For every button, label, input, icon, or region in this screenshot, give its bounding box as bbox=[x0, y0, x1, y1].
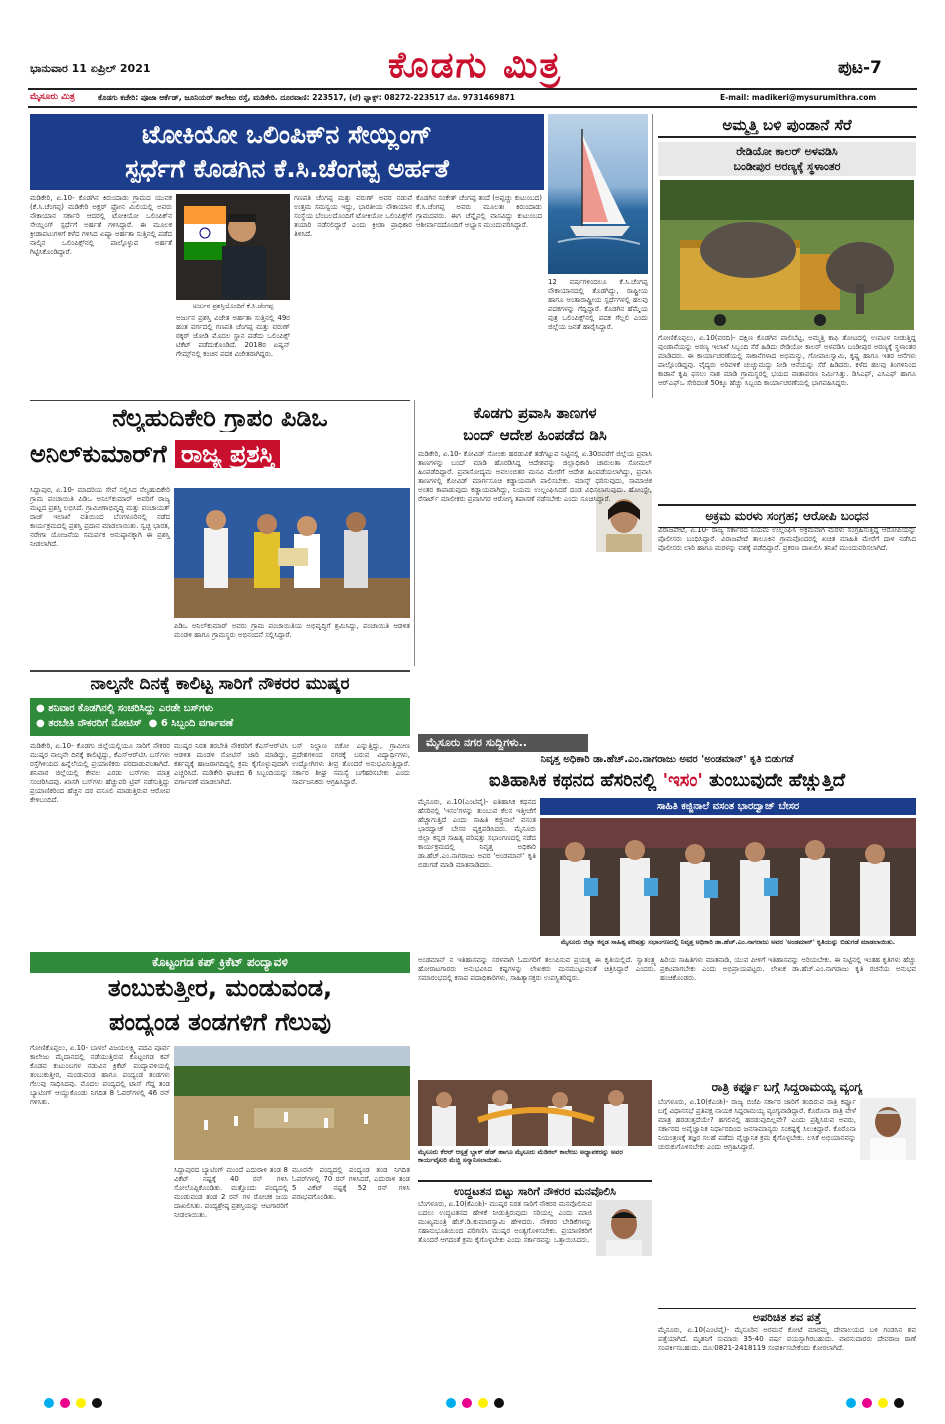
section-rule bbox=[30, 670, 410, 672]
registration-dot bbox=[44, 1398, 54, 1408]
pdo-headline-line1: ನೆಲ್ಯಹುದಿಕೇರಿ ಗ್ರಾಪಂ ಪಿಡಿಒ bbox=[112, 404, 328, 432]
registration-marks-center bbox=[446, 1398, 504, 1408]
mysuru-headline-part3: ತುಂಬುವುದೇ ಹೆಚ್ಚುತ್ತಿದೆ bbox=[709, 770, 846, 791]
mysuru-headline-part1: ಐತಿಹಾಸಿಕ ಕಥನದ ಹೆಸರಿನಲ್ಲಿ bbox=[488, 770, 657, 791]
strike-bullet-2-text: ತರಬೇತಿ ನೌಕರರಿಗೆ ನೋಟಿಸ್ bbox=[48, 718, 142, 729]
mysuru-side-banner: ಸಾಹಿತಿ ಕಜ್ಜಿನಾಲೆ ವಸಂತ ಭಾರದ್ವಾಜ್ ಬೇಸರ bbox=[540, 798, 916, 815]
registration-marks-right bbox=[846, 1398, 904, 1408]
strike-bullets bbox=[30, 698, 410, 736]
sand-body: ವಿರಾಜಪೇಟೆ, ಏ.10- ರಾಜ್ಯ ಸರ್ಕಾರದ ನಿಯಮ ಉಲ್ಲಂಘಿಸಿ ಅಕ್ರಮವಾಗಿ ಮರಳು ಸಂಗ್ರಹಿಸುತ್ತಿದ್ದ ಆರೋಪಿಯನ್ನು ಪೊಲೀಸರು ಬಂಧಿಸಿದ್ದಾರೆ. ವಿರಾಜಪೇಟೆ ತಾಲೂಕಿನ ಗ್ರಾಮವೊಂದರಲ್ಲಿ ಖಚಿತ ಮಾಹಿತಿ ಮೇರೆಗೆ ದಾಳಿ ನಡೆಸಿದ ಪೊಲೀಸರು ಲಾರಿ ಹಾಗೂ ಮರಳನ್ನು ವಶಕ್ಕೆ ಪಡೆದಿದ್ದಾರೆ. ಪ್ರಕರಣ ದಾಖಲಿಸಿ ತನಿಖೆ ಮುಂದುವರಿಸಲಾಗಿದೆ. bbox=[658, 526, 916, 552]
registration-dot bbox=[494, 1398, 504, 1408]
registration-dot bbox=[462, 1398, 472, 1408]
masthead-rule-top bbox=[28, 88, 917, 90]
strike-headline: ನಾಲ್ಕನೇ ದಿನಕ್ಕೆ ಕಾಲಿಟ್ಟ ಸಾರಿಗೆ ನೌಕರರ ಮುಷ್ಕರ bbox=[90, 674, 350, 694]
mysuru-body-col3: ಹಿರಿಯ ಸಾಹಿತಿಗಳು ಮಾತನಾಡಿ, ಯುವ ಪೀಳಿಗೆ ಇತಿಹಾಸವನ್ನು ಅರಿಯಬೇಕು. ಈ ನಿಟ್ಟಿನಲ್ಲಿ ಇಂತಹ ಕೃತಿಗಳು ಹೆಚ್ಚು ಪ್ರಕಟವಾಗಬೇಕು ಎಂದು ಅಭಿಪ್ರಾಯಪಟ್ಟರು. ಲೇಖಕ ಡಾ.ಹೆಚ್.ಎಂ.ನಾಗರಾಜು ಕೃತಿ ರಚನೆಯ ಅನುಭವ ಹಂಚಿಕೊಂಡರು. bbox=[660, 956, 916, 982]
pdo-body-col2: ಪಿಡಿಒ ಅನಿಲ್‌ಕುಮಾರ್ ಅವರು ಗ್ರಾಮ ಪಂಚಾಯಿತಿಯ ಅಭಿವೃದ್ಧಿಗೆ ಶ್ರಮಿಸಿದ್ದು, ಪಂಚಾಯಿತಿ ಆಡಳಿತ ಮಂಡಳಿ ಹಾಗೂ ಗ್ರಾಮಸ್ಥರು ಅಭಿನಂದನೆ ಸಲ್ಲಿಸಿದ್ದಾರೆ. bbox=[174, 622, 410, 639]
registration-dot bbox=[478, 1398, 488, 1408]
cricket-body-col3: ಮೂರನೇ ಪಂದ್ಯದಲ್ಲಿ ಪಂದ್ಯಂಡ ತಂಡ ನಿಗದಿತ ಓವರ್‌ಗಳಲ್ಲಿ 70 ರನ್ ಗಳಿಸಿದರೆ, ಎದುರಾಳಿ ತಂಡ 5 ವಿಕೆಟ್ ನಷ್ಟಕ್ಕೆ 52 ರನ್ ಗಳಿಸಿ ಪರಾಭವಗೊಂಡಿತು. bbox=[292, 1166, 410, 1201]
registration-dot bbox=[846, 1398, 856, 1408]
olympic-headline-line2: ಸ್ಪರ್ಧೆಗೆ ಕೊಡಗಿನ ಕೆ.ಸಿ.ಚೆಂಗಪ್ಪ ಅರ್ಹತೆ bbox=[125, 154, 449, 183]
registration-dot bbox=[878, 1398, 888, 1408]
elephant-subhead-line1: ರೇಡಿಯೋ ಕಾಲರ್ ಅಳವಡಿಸಿ bbox=[736, 145, 838, 158]
cricket-body-col2: ಸಿದ್ದಾಪುರದ ಬ್ಯಾಟಿಂಗ್ ಮುಂದೆ ಎದುರಾಳಿ ತಂಡ 8 ವಿಕೆಟ್ ನಷ್ಟಕ್ಕೆ 40 ರನ್ ಗಳಿಸಿ ಸೋಲೊಪ್ಪಿಕೊಂಡಿತು. ಮತ್ತೊಂದು ಪಂದ್ಯದಲ್ಲಿ ಮಂಡುವಂಡ ತಂಡ 2 ರನ್ ಗಳ ರೋಚಕ ಜಯ ದಾಖಲಿಸಿತು. ಪಂದ್ಯಶ್ರೇಷ್ಠ ಪ್ರಶಸ್ತಿಯನ್ನು ಆಟಗಾರರಿಗೆ ನೀಡಲಾಯಿತು. bbox=[174, 1166, 288, 1219]
registration-dot bbox=[92, 1398, 102, 1408]
tourism-headline-line2: ಬಂದ್ ಆದೇಶ ಹಿಂಪಡೆದ ಡಿಸಿ bbox=[463, 426, 607, 444]
elephant-subhead-line2: ಬಂಡೀಪುರ ಅರಣ್ಯಕ್ಕೆ ಸ್ಥಳಾಂತರ bbox=[733, 160, 841, 173]
appeal-body: ಬೆಂಗಳೂರು, ಏ.10(ಕೆಎಂಶಿ)- ಮುಷ್ಕರ ನಿರತ ಸಾರಿಗೆ ನೌಕರರ ಮನವೊಲಿಸುವ ಬದಲು ಉದ್ಧಟತನದ ಹೇಳಿಕೆ ನೀಡುತ್ತಿರುವುದು ಸರಿಯಲ್ಲ ಎಂದು ಮಾಜಿ ಮುಖ್ಯಮಂತ್ರಿ ಹೆಚ್.ಡಿ.ಕುಮಾರಸ್ವಾಮಿ ಹೇಳಿದರು. ನೌಕರರ ಬೇಡಿಕೆಗಳನ್ನು ಸಹಾನುಭೂತಿಯಿಂದ ಪರಿಗಣಿಸಿ ಮುಷ್ಕರ ಅಂತ್ಯಗೊಳಿಸಬೇಕು. ಪ್ರಯಾಣಿಕರಿಗೆ ತೊಂದರೆ ಆಗದಂತೆ ಕ್ರಮ ಕೈಗೊಳ್ಳಬೇಕು ಎಂದು ಸರ್ಕಾರವನ್ನು ಒತ್ತಾಯಿಸಿದರು. bbox=[418, 1200, 592, 1244]
strike-bullet-1-text: ಶನಿವಾರ ಕೊಡಗಿನಲ್ಲಿ ಸಂಚರಿಸಿದ್ದು ಎರಡೇ ಬಸ್‌ಗಳು bbox=[48, 703, 214, 714]
curfew-body: ಬೆಂಗಳೂರು, ಏ.10(ಕೆಎಂಶಿ)- ರಾಜ್ಯ ಬಿಜೆಪಿ ಸರ್ಕಾರ ಜಾರಿಗೆ ತಂದಿರುವ ರಾತ್ರಿ ಕರ್ಫ್ಯೂ ಬಗ್ಗೆ ವಿಧಾನಸಭೆ ಪ್ರತಿಪಕ್ಷ ನಾಯಕ ಸಿದ್ದರಾಮಯ್ಯ ವ್ಯಂಗ್ಯವಾಡಿದ್ದಾರೆ. ಕೊರೊನಾ ರಾತ್ರಿ ವೇಳೆ ಮಾತ್ರ ಹರಡುತ್ತದೆಯೇ? ಹಗಲಿನಲ್ಲಿ ಹರಡುವುದಿಲ್ಲವೇ? ಎಂದು ಪ್ರಶ್ನಿಸಿರುವ ಅವರು, ಸರ್ಕಾರದ ಅವೈಜ್ಞಾನಿಕ ನಿರ್ಧಾರದಿಂದ ಜನಸಾಮಾನ್ಯರು ಸಂಕಷ್ಟಕ್ಕೆ ಸಿಲುಕಿದ್ದಾರೆ. ಕೊರೊನಾ ನಿಯಂತ್ರಣಕ್ಕೆ ತಜ್ಞರ ಸಲಹೆ ಪಡೆದು ವೈಜ್ಞಾನಿಕ ಕ್ರಮ ಕೈಗೊಳ್ಳಬೇಕು. ಲಸಿಕೆ ಅಭಿಯಾನವನ್ನು ಚುರುಕುಗೊಳಿಸಬೇಕು ಎಂದು ಆಗ್ರಹಿಸಿದ್ದಾರೆ. bbox=[658, 1098, 856, 1151]
felicitation-photo bbox=[418, 1080, 652, 1146]
kumaraswamy-portrait bbox=[596, 1200, 652, 1256]
page-number: ಪುಟ-7 bbox=[838, 58, 882, 78]
cricket-headline-line2: ಪಂದ್ಯಂಡ ತಂಡಗಳಿಗೆ ಗೆಲುವು bbox=[108, 1008, 332, 1036]
strike-bullet-1: ● ಶನಿವಾರ ಕೊಡಗಿನಲ್ಲಿ ಸಂಚರಿಸಿದ್ದು ಎರಡೇ ಬಸ್‌ಗಳು bbox=[36, 703, 214, 714]
appeal-headline: ಉದ್ಧಟತನ ಬಿಟ್ಟು ಸಾರಿಗೆ ನೌಕರರ ಮನವೊಲಿಸಿ bbox=[418, 1180, 652, 1199]
elephant-body: ಗೋಣಿಕೊಪ್ಪಲು, ಏ.10(ವರದಿ)- ದಕ್ಷಿಣ ಕೊಡಗಿನ ಪಾಲಿಬೆಟ್ಟ, ಅಮ್ಮತ್ತಿ ಕಾಫಿ ತೋಟದಲ್ಲಿ ಉಪಟಳ ನೀಡುತ್ತಿದ್ದ ಪುಂಡಾನೆಯನ್ನು ಅರಣ್ಯ ಇಲಾಖೆ ಸಿಬ್ಬಂದಿ ಸೆರೆ ಹಿಡಿದು ರೇಡಿಯೋ ಕಾಲರ್ ಅಳವಡಿಸಿ ಬಂಡೀಪುರ ಅರಣ್ಯಕ್ಕೆ ಸ್ಥಳಾಂತರ ಮಾಡಿದರು. ಈ ಕಾರ್ಯಾಚರಣೆಯಲ್ಲಿ ಸಾಕಾನೆಗಳಾದ ಅಭಿಮನ್ಯು, ಗೋಪಾಲಸ್ವಾಮಿ, ಕೃಷ್ಣ ಹಾಗೂ ಇತರ ಆನೆಗಳು ಪಾಲ್ಗೊಂಡಿದ್ದವು. ವೈದ್ಯರು ಅರಿವಳಿಕೆ ಚುಚ್ಚುಮದ್ದು ನೀಡಿ ಆನೆಯನ್ನು ಸೆರೆ ಹಿಡಿದರು. ಕಳೆದ ಹಲವು ತಿಂಗಳಿನಿಂದ ಕಾಡಾನೆ ಕೃಷಿ ಫಸಲು ನಾಶ ಮಾಡಿ ಗ್ರಾಮಸ್ಥರಲ್ಲಿ ಭಯದ ವಾತಾವರಣ ನಿರ್ಮಿಸಿತ್ತು. ಡಿಸಿಎಫ್, ಎಸಿಎಫ್ ಹಾಗೂ ಆರ್‌ಎಫ್‌ಒ ಸೇರಿದಂತೆ 50ಕ್ಕೂ ಹೆಚ್ಚು ಸಿಬ್ಬಂದಿ ಕಾರ್ಯಾಚರಣೆಯಲ್ಲಿ ಭಾಗವಹಿಸಿದ್ದರು. bbox=[658, 334, 916, 387]
pdo-headline-name: ಅನಿಲ್‌ಕುಮಾರ್‌ಗೆ bbox=[30, 440, 167, 468]
mysuru-section-label: ಮೈಸೂರು ನಗರ ಸುದ್ದಿಗಳು.. bbox=[418, 734, 588, 752]
masthead-email: E-mail: madikeri@mysurumithra.com bbox=[720, 93, 877, 102]
masthead-address: ಕೊಡಗು ಕಚೇರಿ: ಪೂಜಾ ಆರ್ಕೆಡ್, ಜೂನಿಯರ್ ಕಾಲೇಜು ರಸ್ತೆ, ಮಡಿಕೇರಿ. ದೂರವಾಣಿ: 223517, (ಟೆ) ಫ್ಯಾಕ್ಸ್: 08272-223517 ಮೊ. 9731469871 bbox=[98, 93, 515, 102]
chengappa-photo bbox=[176, 194, 290, 300]
mysuru-body-col1: ಮೈಸೂರು, ಏ.10(ಎಂಟಿವೈ)- ಐತಿಹಾಸಿಕ ಕಥನದ ಹೆಸರಿನಲ್ಲಿ 'ಇಸಂ'ಗಳನ್ನು ತುಂಬುವ ಕೆಲಸ ಇತ್ತೀಚೆಗೆ ಹೆಚ್ಚಾಗುತ್ತಿದೆ ಎಂದು ಸಾಹಿತಿ ಕಜ್ಜಿನಾಲೆ ವಸಂತ ಭಾರದ್ವಾಜ್ ಬೇಸರ ವ್ಯಕ್ತಪಡಿಸಿದರು. ಮೈಸೂರು ಜಿಲ್ಲಾ ಕನ್ನಡ ಸಾಹಿತ್ಯ ಪರಿಷತ್ತು ಸಭಾಂಗಣದಲ್ಲಿ ನಡೆದ ಕಾರ್ಯಕ್ರಮದಲ್ಲಿ ನಿವೃತ್ತ ಅಧಿಕಾರಿ ಡಾ.ಹೆಚ್.ಎಂ.ನಾಗರಾಜು ಅವರ 'ಅಂಡಮಾನ್' ಕೃತಿ ಬಿಡುಗಡೆ ಮಾಡಿ ಮಾತನಾಡಿದರು. bbox=[418, 798, 536, 869]
cricket-banner: ಕೊಟ್ಟಂಗಡ ಕಪ್ ಕ್ರಿಕೆಟ್ ಪಂದ್ಯಾವಳಿ bbox=[30, 952, 410, 973]
masthead-rule-bottom bbox=[28, 106, 917, 108]
tourism-body: ಮಡಿಕೇರಿ, ಏ.10- ಕೋವಿಡ್ ಸೋಂಕು ಹರಡುವಿಕೆ ತಡೆಗಟ್ಟುವ ನಿಟ್ಟಿನಲ್ಲಿ ಏ.30ರವರೆಗೆ ಜಿಲ್ಲೆಯ ಪ್ರವಾಸಿ ತಾಣಗಳನ್ನು ಬಂದ್ ಮಾಡಿ ಹೊರಡಿಸಿದ್ದ ಆದೇಶವನ್ನು ಜಿಲ್ಲಾಧಿಕಾರಿ ಚಾರುಲತಾ ಸೋಮಲ್ ಹಿಂಪಡೆದಿದ್ದಾರೆ. ಪ್ರವಾಸೋದ್ಯಮ ಅವಲಂಬಿತರ ಮನವಿ ಮೇರೆಗೆ ಆದೇಶ ಹಿಂಪಡೆಯಲಾಗಿದ್ದು, ಪ್ರವಾಸಿ ತಾಣಗಳಲ್ಲಿ ಕೋವಿಡ್ ಮಾರ್ಗಸೂಚಿ ಕಡ್ಡಾಯವಾಗಿ ಪಾಲಿಸಬೇಕು. ಮಾಸ್ಕ್ ಧರಿಸುವುದು, ಸಾಮಾಜಿಕ ಅಂತರ ಕಾಪಾಡುವುದು ಕಡ್ಡಾಯವಾಗಿದ್ದು, ನಿಯಮ ಉಲ್ಲಂಘಿಸಿದರೆ ದಂಡ ವಿಧಿಸಲಾಗುವುದು. ಹೋಂಸ್ಟೇ, ರೆಸಾರ್ಟ್ ಮಾಲೀಕರು ಪ್ರವಾಸಿಗರ ಆರೋಗ್ಯ ತಪಾಸಣೆ ನಡೆಸಬೇಕು ಎಂದು ಸೂಚಿಸಿದ್ದಾರೆ. bbox=[418, 450, 652, 503]
siddaramaiah-portrait bbox=[860, 1098, 916, 1160]
tourism-headline-line1: ಕೊಡಗು ಪ್ರವಾಸಿ ತಾಣಗಳ bbox=[473, 404, 597, 422]
mysuru-headline-ism: 'ಇಸಂ' bbox=[662, 770, 703, 791]
strike-body-col1: ಮಡಿಕೇರಿ, ಏ.10- ಕೊಡಗು ಜಿಲ್ಲೆಯಲ್ಲಿಯೂ ಸಾರಿಗೆ ನೌಕರರ ಮುಷ್ಕರ ನಾಲ್ಕನೇ ದಿನಕ್ಕೆ ಕಾಲಿಟ್ಟಿದ್ದು, ಕೆಎಸ್‌ಆರ್‌ಟಿಸಿ ಬಸ್‌ಗಳು ರಸ್ತೆಗಿಳಿಯದ ಹಿನ್ನೆಲೆಯಲ್ಲಿ ಪ್ರಯಾಣಿಕರು ಪರದಾಡುವಂತಾಗಿದೆ. ಶನಿವಾರ ಜಿಲ್ಲೆಯಲ್ಲಿ ಕೇವಲ ಎರಡು ಬಸ್‌ಗಳು ಮಾತ್ರ ಸಂಚರಿಸಿದವು. ಖಾಸಗಿ ಬಸ್‌ಗಳು ಹೆಚ್ಚುವರಿ ಟ್ರಿಪ್ ನಡೆಸುತ್ತಿದ್ದು ಪ್ರಯಾಣಿಕರಿಂದ ಹೆಚ್ಚಿನ ದರ ವಸೂಲಿ ಮಾಡುತ್ತಿರುವ ಆರೋಪ ಕೇಳಿಬಂದಿದೆ. bbox=[30, 742, 170, 804]
pdo-headline-line2 bbox=[30, 440, 410, 480]
olympic-headline-line1: ಟೋಕಿಯೋ ಒಲಿಂಪಿಕ್‌ನ ಸೇಯ್ಲಿಂಗ್ bbox=[142, 120, 432, 149]
olympic-body-col2: ಅರ್ಜುನ ಪ್ರಶಸ್ತಿ ವಿಜೇತ ಅರ್ಹತಾ ಸುತ್ತಿನಲ್ಲಿ 49ರ ಹಂತ ವರ್ಗದಲ್ಲಿ ಗಣಪತಿ ಚೆಂಗಪ್ಪ ಮತ್ತು ವರುಣ್ ಠಕ್ಕರ್ ಜೋಡಿ ಮೊದಲ ಸ್ಥಾನ ಪಡೆದು ಒಲಿಂಪಿಕ್ಸ್ ಟಿಕೆಟ್ ಪಡೆದುಕೊಂಡಿದೆ. 2018ರ ಏಷ್ಯನ್ ಗೇಮ್ಸ್‌ನಲ್ಲಿ ಕಂಚಿನ ಪದಕ ವಿಜೇತರಾಗಿದ್ದರು. bbox=[176, 314, 290, 358]
registration-dot bbox=[894, 1398, 904, 1408]
registration-dot bbox=[862, 1398, 872, 1408]
sailing-photo bbox=[548, 114, 648, 274]
masthead-title: ಕೊಡಗು ಮಿತ್ರ bbox=[387, 44, 562, 86]
book-release-photo bbox=[540, 818, 916, 936]
unknown-body-headline: ಅಪರಿಚಿತ ಶವ ಪತ್ತೆ bbox=[658, 1308, 916, 1325]
book-release-caption: ಮೈಸೂರು ಜಿಲ್ಲಾ ಕನ್ನಡ ಸಾಹಿತ್ಯ ಪರಿಷತ್ತು ಸಭಾಂಗಣದಲ್ಲಿ ನಿವೃತ್ತ ಅಧಿಕಾರಿ ಡಾ.ಹೆಚ್.ಎಂ.ನಾಗರಾಜು ಅವರ 'ಅಂಡಮಾನ್' ಕೃತಿಯನ್ನು ಬಿಡುಗಡೆ ಮಾಡಲಾಯಿತು. bbox=[560, 938, 896, 946]
olympic-body-col1: ಮಡಿಕೇರಿ, ಏ.10- ಕೊಡಗಿನ ಕಿರುಂದಾಡು ಗ್ರಾಮದ ಯುವಕ (ಕೆ.ಸಿ.ಚೆಂಗಪ್ಪ) ಮಡಿಕೇರಿ ಅಕ್ಷರ್ ಫ್ರೋನ ಮಿಲಿಯಲ್ಲಿ ಅವರು ನೌಕಾಯಾನ ಸರ್ಕಾರಿ ಆದರಲ್ಲಿ ಟೋಕಿಯೋ ಒಲಿಂಪಿಕ್‌ನ ಸೇಯ್ಲಿಂಗ್ ಸ್ಪರ್ಧೆಗೆ ಅರ್ಹತೆ ಗಳಿಸಿದ್ದಾರೆ. ಈ ಮೂಲಕ ಕ್ರೀಡಾಪಟುಗಳಿಗೆ ಕಳೆದ ಗಳಿಸಿದ ಏಷ್ಯಾ ಅರ್ಹತಾ ಸುತ್ತಿನಲ್ಲಿ ಪಡೆದ ನಾಲ್ಕಿನ ಒಲಿಂಪಿಕ್ಸ್‌ನಲ್ಲಿ ಪಾಲ್ಗೊಳ್ಳುವ ಅರ್ಹತೆ ಗಿಟ್ಟಿಸಿಕೊಂಡಿದ್ದಾರೆ. bbox=[30, 194, 172, 256]
elephant-photo bbox=[660, 180, 914, 330]
unknown-body-text: ಮೈಸೂರು, ಏ.10(ಎಂಟಿವೈ)- ಮೈಸೂರಿನ ಅರಮನೆ ಕೋಟೆ ಮಾರಮ್ಮ ದೇವಾಲಯದ ಬಳಿ ಗಂಡಸಿನ ಶವ ಪತ್ತೆಯಾಗಿದೆ. ಮೃತನಿಗೆ ಸುಮಾರು 35-40 ವರ್ಷ ವಯಸ್ಸಾಗಿರಬಹುದು. ವಾರಸುದಾರರು ದೇವರಾಜ ಠಾಣೆ ಸಂಪರ್ಕಿಸಬಹುದು. ದೂ:0821-2418119 ಸಂಪರ್ಕಿಸಬೇಕೆಂದು ಕೋರಲಾಗಿದೆ. bbox=[658, 1326, 916, 1352]
cricket-ground-photo bbox=[174, 1046, 410, 1160]
curfew-headline: ರಾತ್ರಿ ಕರ್ಫ್ಯೂ ಬಗ್ಗೆ ಸಿದ್ದರಾಮಯ್ಯ ವ್ಯಂಗ್ಯ bbox=[711, 1080, 863, 1094]
pdo-award-photo bbox=[174, 488, 410, 618]
column-rule bbox=[652, 114, 653, 398]
section-rule bbox=[30, 400, 410, 401]
registration-dot bbox=[446, 1398, 456, 1408]
olympic-body-col4: ಕೊಡಗಿನ ಸಂಕೇತ್ ಚೆಂಗಪ್ಪ ತಂದೆ (ಅಪ್ಪಚ್ಚು ಕುಟುಂಬದ) ಕೆ.ಸಿ.ಚೆಂಗಪ್ಪ ಅವರು ಮೂಲತಃ ಕಿರುಂದಾಡು ಗ್ರಾಮದವರು. ಈಗ ಚೆನ್ನೈನಲ್ಲಿ ವಾಸವಿದ್ದು ಕುಟುಂಬದ ಆಶೀರ್ವಾದದೊಂದಿಗೆ ಅಭ್ಯಾಸ ಮುಂದುವರಿಸಿದ್ದಾರೆ. bbox=[416, 194, 542, 229]
pdo-body-col1: ಸಿದ್ದಾಪುರ, ಏ.10- ಮಾದರಿಯ ಸೇವೆ ಸಲ್ಲಿಸಿದ ನೆಲ್ಯಹುದಿಕೇರಿ ಗ್ರಾಮ ಪಂಚಾಯಿತಿ ಪಿಡಿಒ ಅನಿಲ್‌ಕುಮಾರ್ ಅವರಿಗೆ ರಾಜ್ಯ ಮಟ್ಟದ ಪ್ರಶಸ್ತಿ ಲಭಿಸಿದೆ. ಗ್ರಾಮೀಣಾಭಿವೃದ್ಧಿ ಮತ್ತು ಪಂಚಾಯತ್ ರಾಜ್ ಇಲಾಖೆ ವತಿಯಿಂದ ಬೆಂಗಳೂರಿನಲ್ಲಿ ನಡೆದ ಕಾರ್ಯಕ್ರಮದಲ್ಲಿ ಪ್ರಶಸ್ತಿ ಪ್ರದಾನ ಮಾಡಲಾಯಿತು. ಸ್ವಚ್ಛ ಭಾರತ, ನರೇಗಾ ಯೋಜನೆಯ ಸಮರ್ಪಕ ಅನುಷ್ಠಾನಕ್ಕಾಗಿ ಈ ಪ್ರಶಸ್ತಿ ನೀಡಲಾಗಿದೆ. bbox=[30, 486, 170, 548]
mysuru-body-col2: ಅಂಡಮಾನ್ ನ ಇತಿಹಾಸವನ್ನು ಸರಳವಾಗಿ ಓದುಗರಿಗೆ ತಲುಪಿಸುವ ಪ್ರಯತ್ನ ಈ ಕೃತಿಯಲ್ಲಿದೆ. ಸ್ವಾತಂತ್ರ್ಯ ಹೋರಾಟಗಾರರು ಅನುಭವಿಸಿದ ಕಷ್ಟಗಳನ್ನು ಲೇಖಕರು ಮನಮುಟ್ಟುವಂತೆ ಚಿತ್ರಿಸಿದ್ದಾರೆ ಎಂದರು. ಸಮಾರಂಭದಲ್ಲಿ ಕಸಾಪ ಪದಾಧಿಕಾರಿಗಳು, ಸಾಹಿತ್ಯಾಸಕ್ತರು ಉಪಸ್ಥಿತರಿದ್ದರು. bbox=[418, 956, 656, 982]
olympic-body-col3: ಗಣಪತಿ ಚೆಂಗಪ್ಪ ಮತ್ತು ವರುಣ್ ಅವರ ನಡುವೆ ಉತ್ತಮ ಸಮನ್ವಯ ಇದ್ದು, ಭಾರತೀಯ ನೌಕಾಯಾನ ಸಂಸ್ಥೆಯ ಬೆಂಬಲದೊಂದಿಗೆ ಟೋಕಿಯೋ ಒಲಿಂಪಿಕ್ಸ್‌ಗೆ ತಯಾರಿ ನಡೆಸಲಿದ್ದಾರೆ ಎಂದು ಕ್ರೀಡಾ ಪ್ರಾಧಿಕಾರ ತಿಳಿಸಿದೆ. bbox=[294, 194, 412, 238]
felicitation-caption: ಮೈಸೂರು ಕೆಆರ್ ಆಸ್ಪತ್ರೆ ಬ್ಲಾಕ್ ಹೆಡ್ ಹಾಗೂ ಮೈಸೂರು ಮೆಡಿಕಲ್ ಕಾಲೇಜು ಅಧ್ಯಾಪಕರನ್ನು ಅವರ ಕಾರ್ಯವೈಖರಿ ಮೆಚ್ಚಿ ಸನ್ಮಾನಿಸಲಾಯಿತು. bbox=[418, 1148, 623, 1164]
pdo-headline-award: ರಾಜ್ಯ ಪ್ರಶಸ್ತಿ bbox=[175, 440, 280, 468]
olympic-body-col5: 12 ವರ್ಷಗಳಿಂದಲೂ ಕೆ.ಸಿ.ಚೆಂಗಪ್ಪ ನೌಕಾಯಾನದಲ್ಲಿ ತೊಡಗಿದ್ದು, ರಾಷ್ಟ್ರೀಯ ಹಾಗೂ ಅಂತಾರಾಷ್ಟ್ರೀಯ ಸ್ಪರ್ಧೆಗಳಲ್ಲಿ ಹಲವು ಪದಕಗಳನ್ನು ಗೆದ್ದಿದ್ದಾರೆ. ಕೊಡಗಿನ ಹೆಮ್ಮೆಯ ಪುತ್ರ ಒಲಿಂಪಿಕ್ಸ್‌ನಲ್ಲಿ ಪದಕ ಗೆಲ್ಲಲಿ ಎಂದು ಜಿಲ್ಲೆಯ ಜನತೆ ಹಾರೈಸಿದ್ದಾರೆ. bbox=[548, 278, 648, 331]
cricket-body-col1: ಗೋಣಿಕೊಪ್ಪಲು, ಏ.10- ಬಾಳಲೆ ವಿಜಯಲಕ್ಷ್ಮಿ ಪದವಿ ಪೂರ್ವ ಕಾಲೇಜು ಮೈದಾನದಲ್ಲಿ ನಡೆಯುತ್ತಿರುವ ಕೊಟ್ಟಂಗಡ ಕಪ್ ಕೊಡವ ಕುಟುಂಬಗಳ ನಡುವಿನ ಕ್ರಿಕೆಟ್ ಪಂದ್ಯಾವಳಿಯಲ್ಲಿ ತಂಬುಕುತ್ತೀರ, ಮಂಡುವಂಡ ಹಾಗೂ ಪಂದ್ಯಂಡ ತಂಡಗಳು ಗೆಲುವು ಸಾಧಿಸಿದವು. ಮೊದಲ ಪಂದ್ಯದಲ್ಲಿ ಟಾಸ್ ಗೆದ್ದ ತಂಡ ಬ್ಯಾಟಿಂಗ್ ಆಯ್ದುಕೊಂಡು ನಿಗದಿತ 8 ಓವರ್‌ಗಳಲ್ಲಿ 46 ರನ್ ಗಳಿಸಿತು. bbox=[30, 1044, 170, 1106]
registration-dot bbox=[60, 1398, 70, 1408]
masthead-publisher: ಮೈಸೂರು ಮಿತ್ರ bbox=[30, 92, 75, 102]
cricket-headline-line1: ತಂಬುಕುತ್ತೀರ, ಮಂಡುವಂಡ, bbox=[107, 974, 333, 1002]
strike-body-col3: ಬಸ್ ನಿಲ್ದಾಣ ಬಿಕೋ ಎನ್ನುತ್ತಿದ್ದು, ಗ್ರಾಮೀಣ ಪ್ರದೇಶಗಳಿಂದ ನಗರಕ್ಕೆ ಬರುವ ವಿದ್ಯಾರ್ಥಿಗಳು, ಉದ್ಯೋಗಿಗಳು ತೀವ್ರ ತೊಂದರೆ ಅನುಭವಿಸುತ್ತಿದ್ದಾರೆ. ಸರ್ಕಾರ ಶೀಘ್ರ ಸಮಸ್ಯೆ ಬಗೆಹರಿಸಬೇಕು ಎಂದು ಸಾರ್ವಜನಿಕರು ಆಗ್ರಹಿಸಿದ್ದಾರೆ. bbox=[292, 742, 410, 786]
mysuru-kicker: ನಿವೃತ್ತ ಅಧಿಕಾರಿ ಡಾ.ಹೆಚ್.ಎಂ.ನಾಗರಾಜು ಅವರ 'ಅಂಡಮಾನ್' ಕೃತಿ ಬಿಡುಗಡೆ bbox=[540, 754, 794, 765]
elephant-subhead bbox=[658, 142, 916, 176]
elephant-headline: ಅಮ್ಮತ್ತಿ ಬಳಿ ಪುಂಡಾನೆ ಸೆರೆ bbox=[658, 116, 916, 138]
strike-bullet-2-row: ● ತರಬೇತಿ ನೌಕರರಿಗೆ ನೋಟಿಸ್ ● 6 ಸಿಬ್ಬಂದಿ ವರ್ಗಾವಣೆ bbox=[36, 718, 234, 729]
column-rule bbox=[414, 400, 415, 666]
sand-headline: ಅಕ್ರಮ ಮರಳು ಸಂಗ್ರಹ; ಆರೋಪಿ ಬಂಧನ bbox=[658, 504, 916, 528]
strike-bullet-3-text: 6 ಸಿಬ್ಬಂದಿ ವರ್ಗಾವಣೆ bbox=[160, 718, 234, 729]
registration-dot bbox=[76, 1398, 86, 1408]
olympic-photo-caption: ಅರ್ಜುನ ಪ್ರಶಸ್ತಿಯೊಂದಿಗೆ ಕೆ.ಸಿ.ಚೆಂಗಪ್ಪ bbox=[192, 302, 274, 310]
strike-body-col2: ಮುಷ್ಕರ ನಿರತ ತರಬೇತಿ ನೌಕರರಿಗೆ ಕೆಎಸ್‌ಆರ್‌ಟಿಸಿ ಆಡಳಿತ ಮಂಡಳಿ ನೋಟಿಸ್ ಜಾರಿ ಮಾಡಿದ್ದು, ಕರ್ತವ್ಯಕ್ಕೆ ಹಾಜರಾಗದಿದ್ದಲ್ಲಿ ಕ್ರಮ ಕೈಗೊಳ್ಳುವುದಾಗಿ ಎಚ್ಚರಿಸಿದೆ. ಮಡಿಕೇರಿ ಘಟಕದ 6 ಸಿಬ್ಬಂದಿಯನ್ನು ವರ್ಗಾವಣೆ ಮಾಡಲಾಗಿದೆ. bbox=[174, 742, 288, 786]
olympic-headline-box bbox=[30, 114, 544, 190]
registration-marks-left bbox=[44, 1398, 102, 1408]
masthead-date: ಭಾನುವಾರ 11 ಏಪ್ರಿಲ್ 2021 bbox=[30, 62, 151, 75]
mysuru-headline bbox=[418, 770, 916, 791]
